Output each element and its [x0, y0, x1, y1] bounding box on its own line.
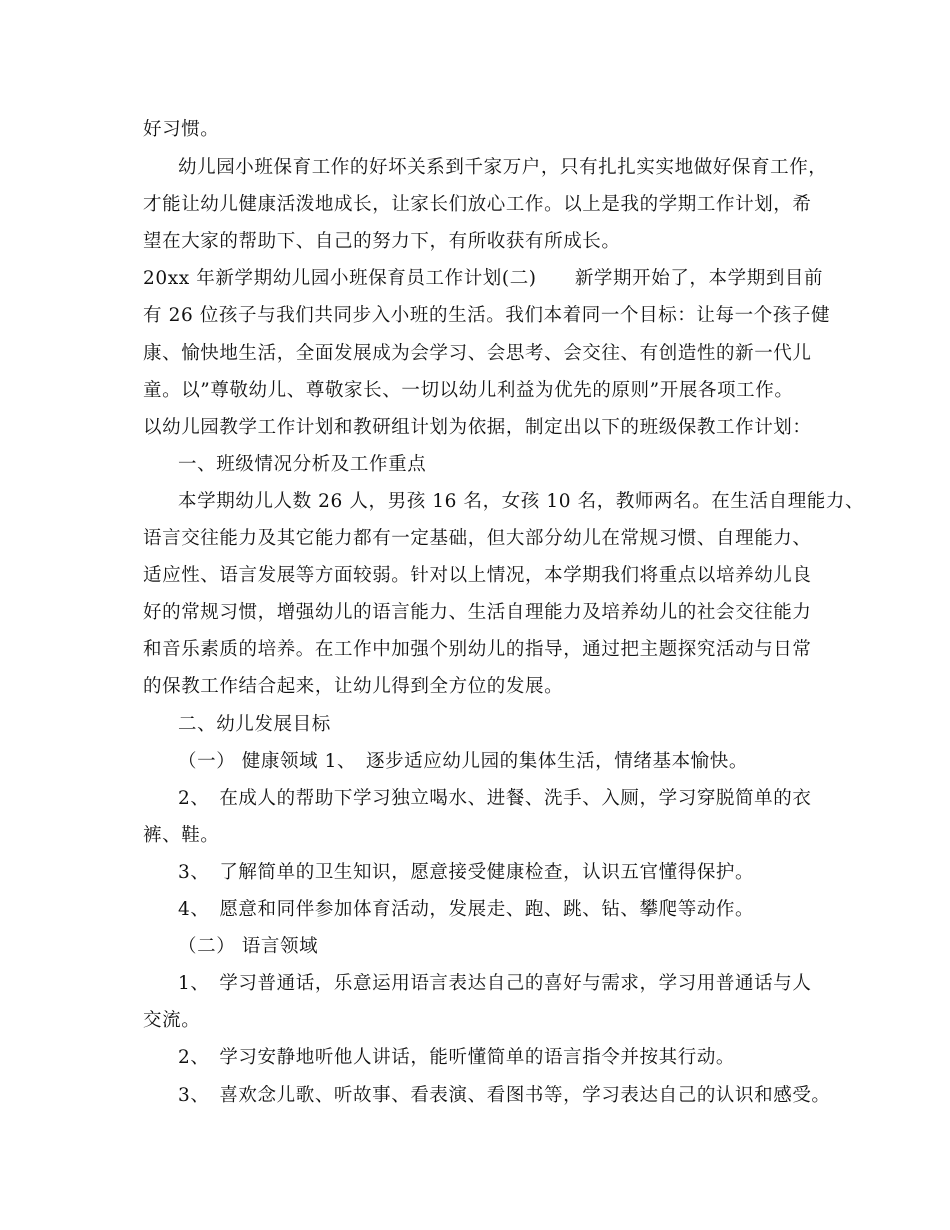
paragraph-line: 以幼儿园教学工作计划和教研组计划为依据，制定出以下的班级保教工作计划： [143, 417, 812, 438]
list-item: 2、 学习安静地听他人讲话，能听懂简单的语言指令并按其行动。 [178, 1047, 736, 1068]
section-title-line: 20xx 年新学期幼儿园小班保育员工作计划(二) 新学期开始了，本学期到目前 [143, 268, 824, 289]
paragraph-line: 交流。 [143, 1010, 201, 1031]
paragraph-line: 好的常规习惯，增强幼儿的语言能力、生活自理能力及培养幼儿的社会交往能力 [143, 602, 812, 623]
paragraph-line: 有 26 位孩子与我们共同步入小班的生活。我们本着同一个目标：让每一个孩子健 [143, 305, 831, 326]
list-item: 1、 学习普通话，乐意运用语言表达自己的喜好与需求，学习用普通话与人 [178, 973, 812, 994]
paragraph-line: 好习惯。 [143, 119, 220, 140]
list-item: 2、 在成人的帮助下学习独立喝水、进餐、洗手、入厕，学习穿脱简单的衣 [178, 788, 812, 809]
section-heading: 一、班级情况分析及工作重点 [178, 454, 427, 475]
section-heading: 二、幼儿发展目标 [178, 714, 331, 735]
list-item: 4、 愿意和同伴参加体育活动，发展走、跑、跳、钻、攀爬等动作。 [178, 899, 755, 920]
paragraph-line: 和音乐素质的培养。在工作中加强个别幼儿的指导，通过把主题探究活动与日常 [143, 639, 812, 660]
paragraph-line: 裤、鞋。 [143, 825, 220, 846]
paragraph-line: 本学期幼儿人数 26 人，男孩 16 名，女孩 10 名，教师两名。在生活自理能力、 [178, 491, 865, 512]
paragraph-line: 幼儿园小班保育工作的好坏关系到千家万户，只有扎扎实实地做好保育工作， [178, 157, 828, 178]
paragraph-line: 才能让幼儿健康活泼地成长，让家长们放心工作。以上是我的学期工作计划，希 [143, 194, 812, 215]
paragraph-line: 的保教工作结合起来，让幼儿得到全方位的发展。 [143, 676, 564, 697]
section-heading: （二） 语言领域 [178, 936, 319, 957]
list-item: 3、 喜欢念儿歌、听故事、看表演、看图书等，学习表达自己的认识和感受。 [178, 1085, 831, 1106]
paragraph-line: 童。以”尊敬幼儿、尊敬家长、一切以幼儿利益为优先的原则”开展各项工作。 [143, 380, 794, 401]
paragraph-line: 望在大家的帮助下、自己的努力下，有所收获有所成长。 [143, 231, 621, 252]
paragraph-line: 康、愉快地生活，全面发展成为会学习、会思考、会交往、有创造性的新一代儿 [143, 343, 812, 364]
paragraph-line: 适应性、语言发展等方面较弱。针对以上情况，本学期我们将重点以培养幼儿良 [143, 565, 812, 586]
paragraph-line: 语言交往能力及其它能力都有一定基础，但大部分幼儿在常规习惯、自理能力、 [143, 528, 812, 549]
list-item: 3、 了解简单的卫生知识，愿意接受健康检查，认识五官懂得保护。 [178, 862, 755, 883]
list-item: （一） 健康领域 1、 逐步适应幼儿园的集体生活，情绪基本愉快。 [178, 751, 748, 772]
